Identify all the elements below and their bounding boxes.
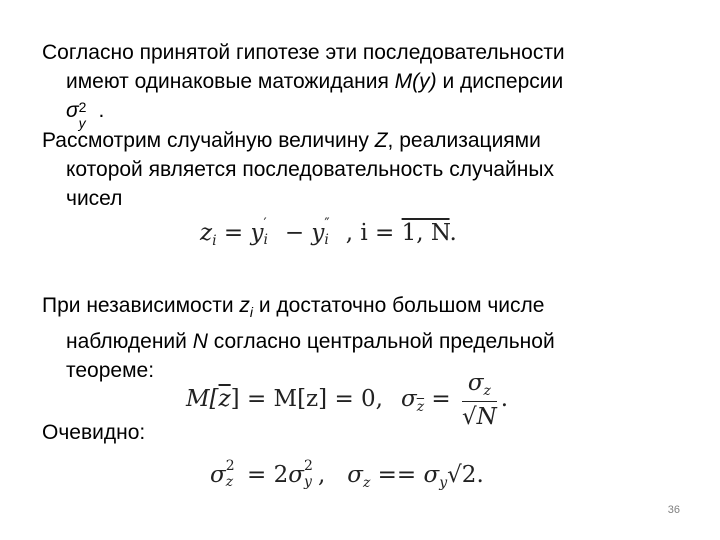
sqrt-sign: √: [447, 462, 462, 488]
text-line: [42, 291, 555, 327]
math-sub: i: [324, 232, 329, 248]
text-fragment: Рассмотрим случайную величину: [42, 129, 375, 152]
math-sup: ′: [263, 216, 267, 232]
math-operator: −: [277, 220, 312, 246]
text-line: [42, 327, 555, 356]
math-text: , i =: [338, 220, 402, 246]
text-line: [42, 126, 554, 155]
math-inline-n: N: [192, 330, 208, 353]
math-symbol: σ: [423, 462, 440, 488]
math-inline-z: z: [239, 294, 250, 317]
math-symbol: σ: [467, 370, 484, 396]
math-sup: 2: [303, 458, 313, 474]
text-line: Согласно принятой гипотезе эти последовательности: [42, 41, 565, 64]
math-symbol: σ: [400, 386, 417, 412]
math-text: .: [476, 462, 484, 488]
text-fragment: имеют одинаковые матожидания: [66, 70, 395, 93]
formula-mean-variance: [186, 370, 508, 430]
math-range: 1, N: [401, 220, 450, 246]
text-line: теореме:: [66, 359, 155, 382]
text-line: которой является последовательность случайных: [66, 158, 554, 181]
math-symbol: $\overline{z}$: [218, 386, 231, 412]
formula-zi-definition: [200, 216, 457, 249]
paragraph-obviously: [42, 418, 145, 447]
math-sup: ″: [324, 216, 330, 232]
math-symbol: y: [250, 220, 264, 246]
math-sub: i: [263, 232, 268, 248]
fraction-numerator: [462, 370, 497, 402]
math-supsub: [225, 458, 240, 490]
text-line: [42, 96, 565, 131]
text-fragment: и достаточно большом числе: [253, 294, 545, 317]
math-text: ] = M[z] = 0,: [230, 386, 383, 412]
math-sub: z: [416, 399, 425, 415]
math-inline-sigma: σ: [66, 99, 79, 122]
math-symbol: M[: [186, 386, 219, 412]
math-sub: y: [439, 475, 448, 491]
text-fragment: .: [92, 99, 105, 122]
sqrt-sign: √: [461, 404, 477, 430]
math-sub: y: [303, 474, 312, 490]
math-operator: ==: [370, 462, 424, 488]
math-sub: i: [212, 233, 217, 249]
text-fragment: согласно центральной предельной: [207, 330, 555, 353]
math-radicand: 2: [461, 462, 477, 488]
text-line: Очевидно:: [42, 421, 146, 444]
math-symbol: z: [200, 220, 213, 246]
math-inline-z: Z: [374, 129, 388, 152]
math-operator: = 2: [239, 462, 289, 488]
text-fragment: и дисперсии: [436, 70, 564, 93]
math-supsub: [263, 216, 278, 248]
text-fragment: , реализациями: [387, 129, 541, 152]
math-operator: =: [216, 220, 251, 246]
math-symbol: σ: [210, 462, 226, 488]
math-inline-my: M(y): [394, 70, 437, 93]
formula-sigma-z: [210, 458, 484, 491]
math-text: ,: [317, 462, 326, 488]
fraction-denominator: [462, 402, 497, 430]
math-sub: z: [362, 475, 371, 491]
math-fraction: [462, 370, 497, 430]
paragraph-random-variable: [42, 126, 554, 213]
math-sub: i: [249, 304, 254, 320]
text-fragment: При независимости: [42, 294, 240, 317]
math-symbol: y: [311, 220, 325, 246]
math-operator: =: [424, 386, 458, 412]
math-text: .: [500, 386, 509, 412]
math-symbol: σ: [288, 462, 304, 488]
math-symbol: σ: [347, 462, 363, 488]
math-sub: z: [225, 474, 234, 490]
math-supsub: [324, 216, 338, 248]
math-supsub: [78, 99, 93, 131]
math-radicand: N: [476, 404, 497, 430]
paragraph-hypothesis: [42, 38, 565, 131]
text-fragment: наблюдений: [66, 330, 193, 353]
math-sup: 2: [78, 99, 87, 115]
math-sub: z: [483, 383, 491, 399]
page-number: 36: [667, 504, 680, 516]
math-sup: 2: [225, 458, 235, 474]
math-text: .: [449, 220, 457, 246]
math-sub: y: [78, 115, 86, 131]
text-line: чисел: [66, 187, 123, 210]
math-supsub: [303, 458, 318, 490]
text-line: [42, 67, 565, 96]
